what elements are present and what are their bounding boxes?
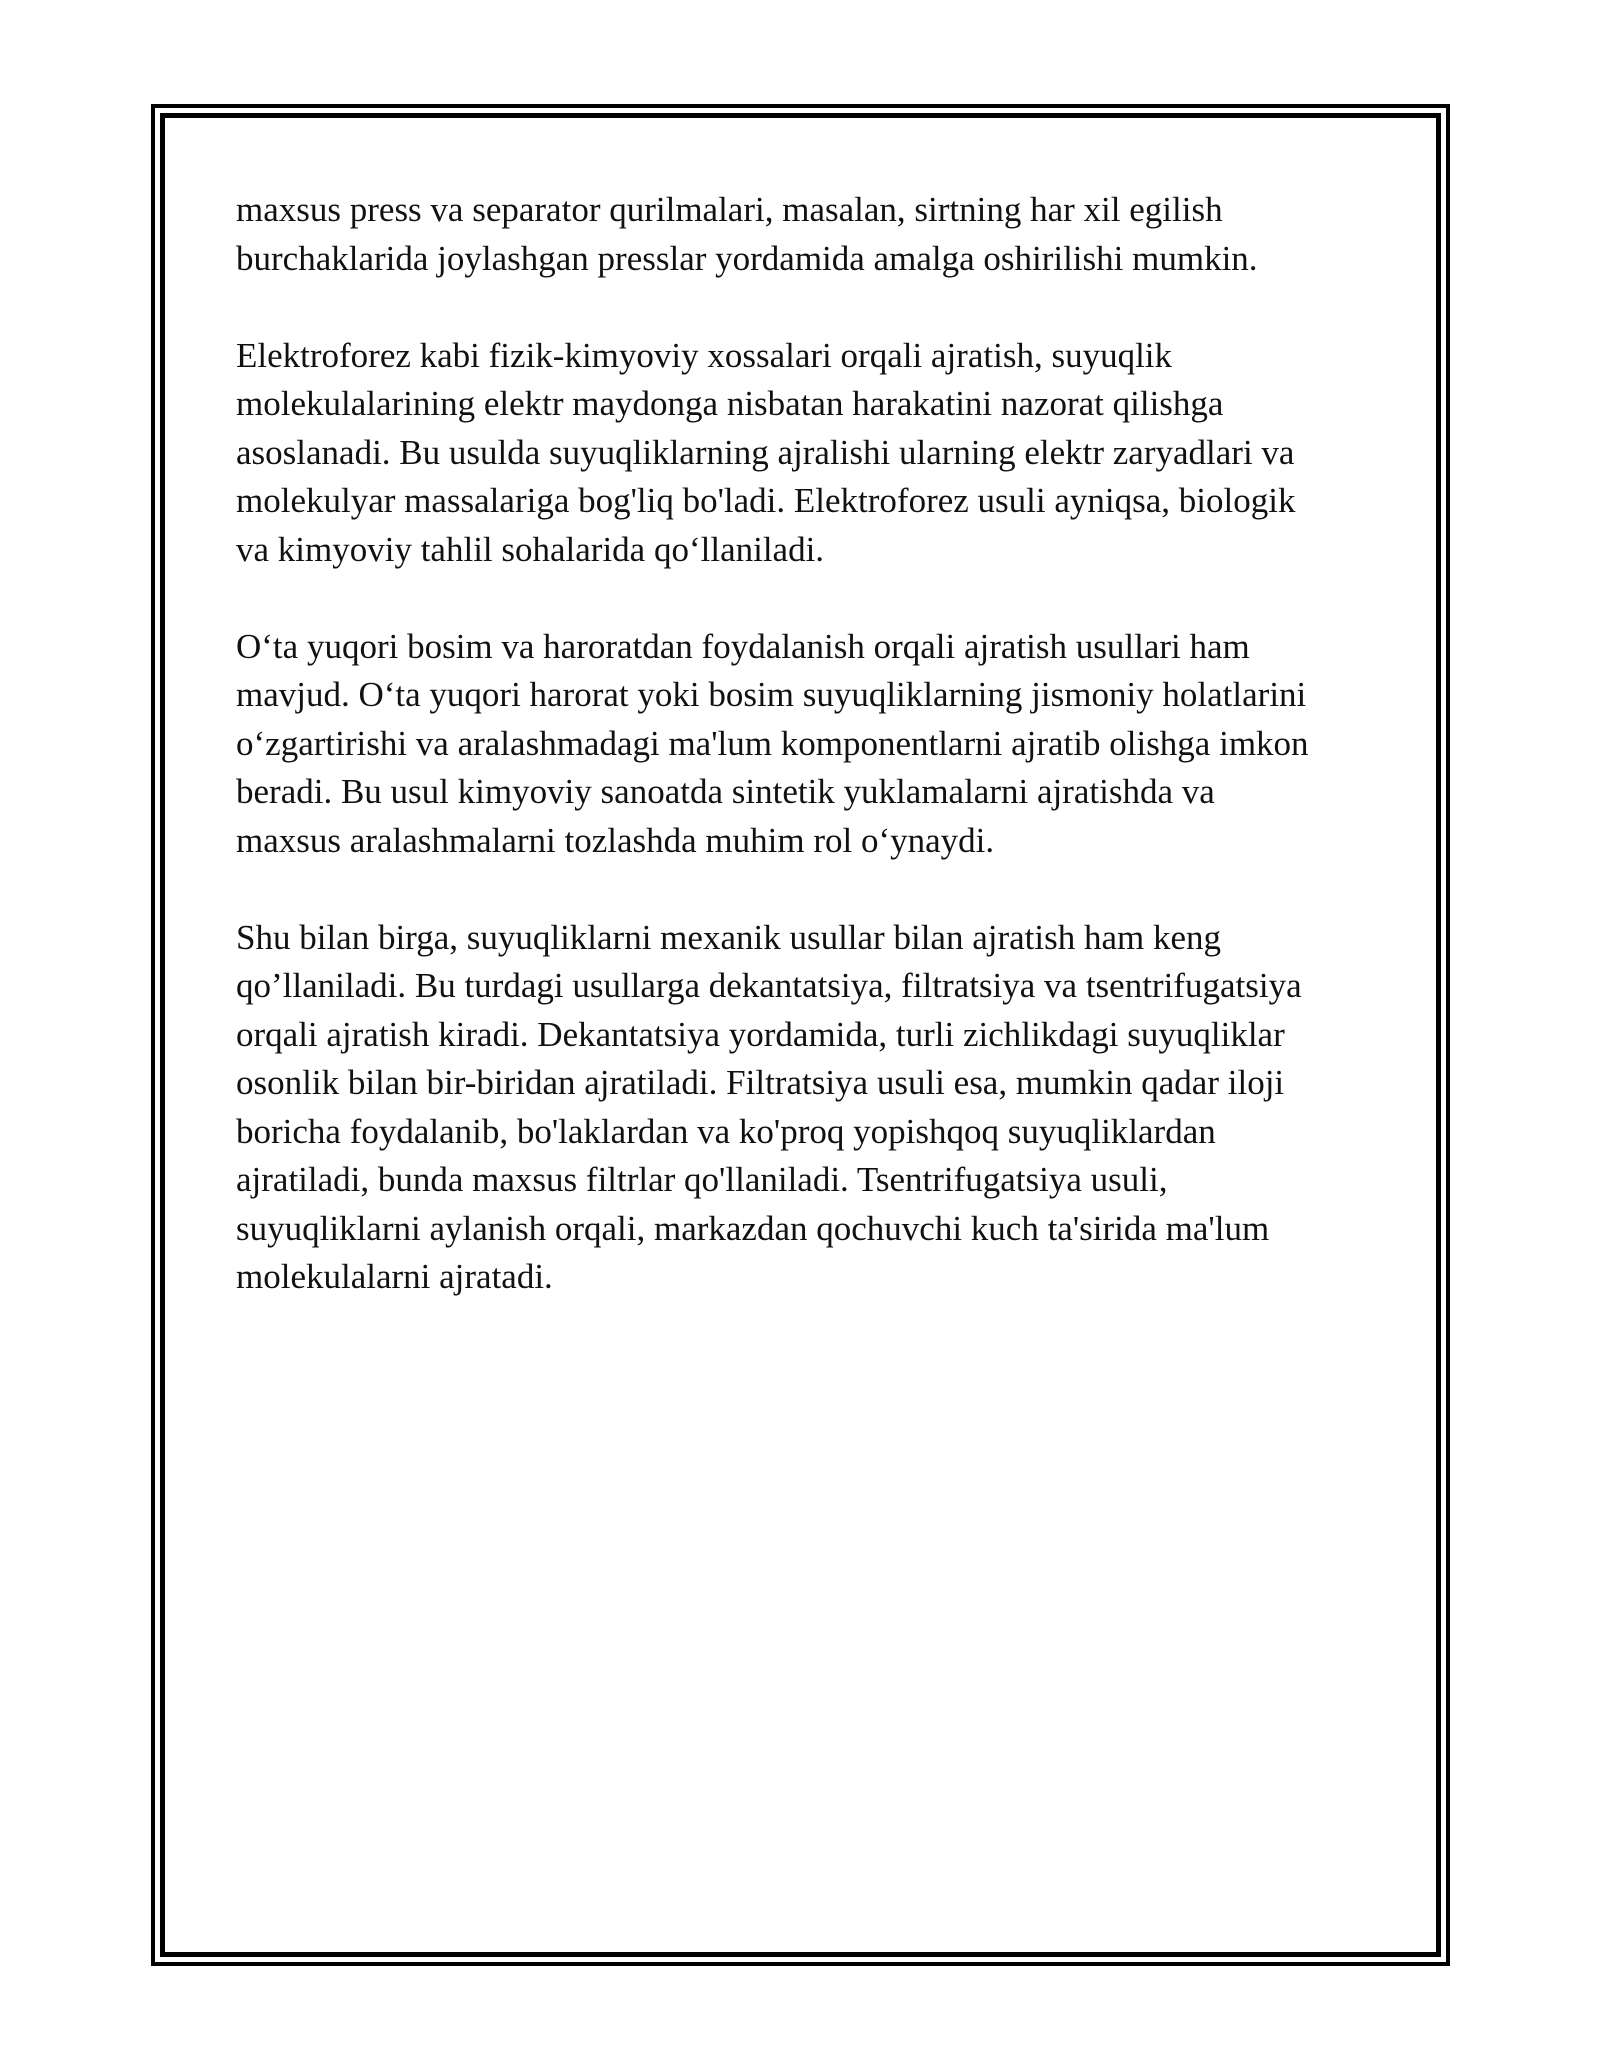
text-line: Shu bilan birga, suyuqliklarni mexanik usullar bilan ajratish ham keng bbox=[236, 917, 1222, 957]
text-line: molekulalarni ajratadi. bbox=[236, 1257, 553, 1296]
paragraph bbox=[236, 332, 1386, 575]
paragraph bbox=[236, 914, 1386, 1302]
text-line: mavjud. O‘ta yuqori harorat yoki bosim suyuqliklarning jismoniy holatlarini bbox=[236, 675, 1307, 714]
text-line: beradi. Bu usul kimyoviy sanoatda sintetik yuklamalarni ajratishda va bbox=[236, 772, 1215, 811]
document-body bbox=[236, 186, 1386, 1350]
text-line: qo’llaniladi. Bu turdagi usullarga dekantatsiya, filtratsiya va tsentrifugatsiya bbox=[236, 966, 1302, 1005]
text-line: maxsus press va separator qurilmalari, masalan, sirtning har xil egilish bbox=[236, 190, 1223, 229]
text-line: asoslanadi. Bu usulda suyuqliklarning ajralishi ularning elektr zaryadlari va bbox=[236, 432, 1295, 472]
text-line: molekulalarining elektr maydonga nisbatan harakatini nazorat qilishga bbox=[236, 384, 1224, 423]
text-line: osonlik bilan bir-biridan ajratiladi. Filtratsiya usuli esa, mumkin qadar iloji bbox=[236, 1063, 1285, 1102]
text-line: maxsus aralashmalarni tozlashda muhim rol o‘ynaydi. bbox=[236, 820, 995, 860]
paragraph bbox=[236, 186, 1386, 283]
text-line: burchaklarida joylashgan presslar yordamida amalga oshirilishi mumkin. bbox=[236, 238, 1258, 278]
paragraph bbox=[236, 623, 1386, 866]
text-line: va kimyoviy tahlil sohalarida qo‘llaniladi. bbox=[236, 529, 825, 569]
text-line: boricha foydalanib, bo'laklardan va ko'proq yopishqoq suyuqliklardan bbox=[236, 1111, 1216, 1151]
text-line: O‘ta yuqori bosim va haroratdan foydalanish orqali ajratish usullari ham bbox=[236, 626, 1250, 666]
text-line: ajratiladi, bunda maxsus filtrlar qo'llaniladi. Tsentrifugatsiya usuli, bbox=[236, 1160, 1168, 1199]
text-line: molekulyar massalariga bog'liq bo'ladi. Elektroforez usuli ayniqsa, biologik bbox=[236, 481, 1296, 520]
text-line: o‘zgartirishi va aralashmadagi ma'lum komponentlarni ajratib olishga imkon bbox=[236, 723, 1309, 763]
text-line: orqali ajratish kiradi. Dekantatsiya yordamida, turli zichlikdagi suyuqliklar bbox=[236, 1014, 1285, 1054]
text-line: Elektroforez kabi fizik-kimyoviy xossalari orqali ajratish, suyuqlik bbox=[236, 335, 1173, 375]
text-line: suyuqliklarni aylanish orqali, markazdan qochuvchi kuch ta'sirida ma'lum bbox=[236, 1208, 1270, 1248]
